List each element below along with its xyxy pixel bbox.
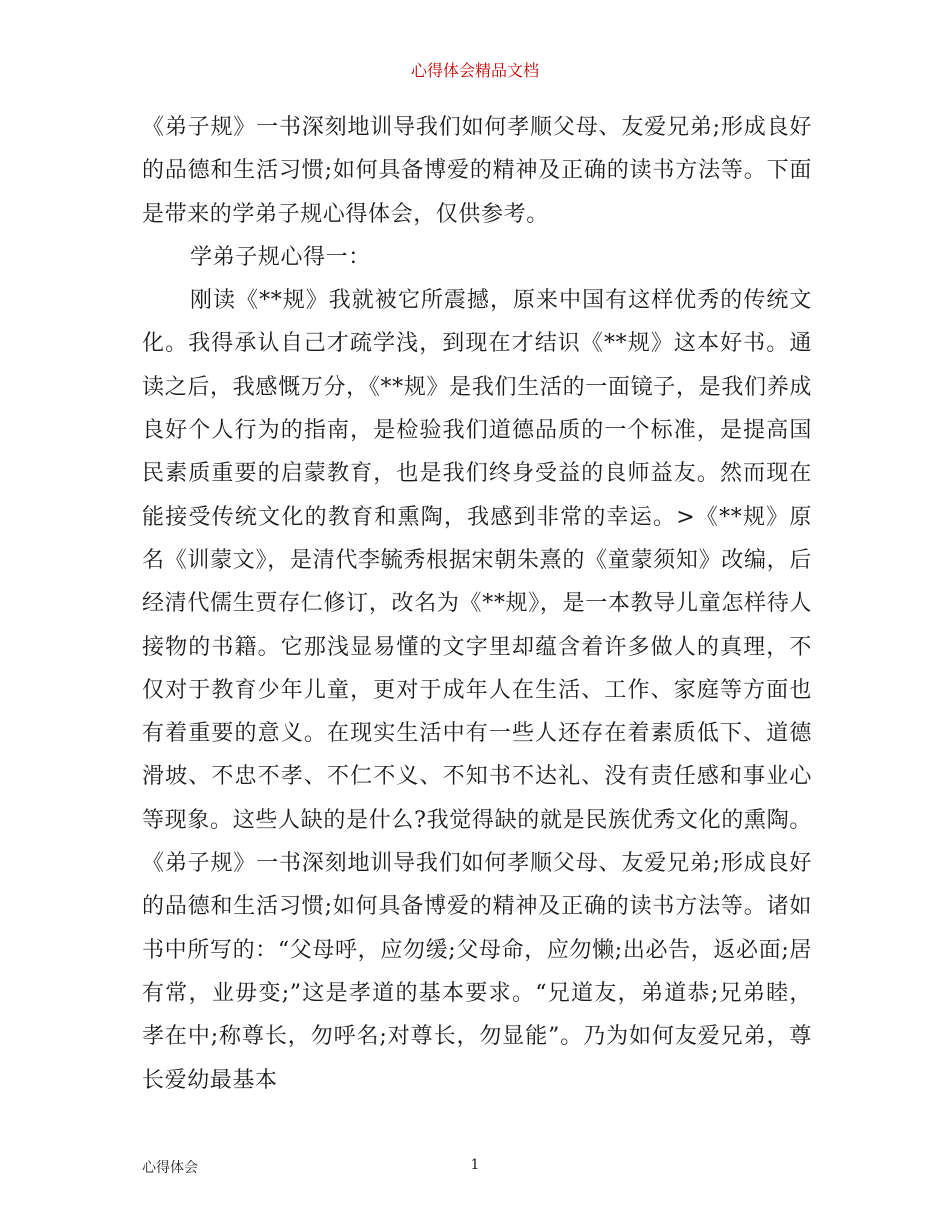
document-body	[142, 106, 812, 1102]
intro-paragraph: 《弟子规》一书深刻地训导我们如何孝顺父母、友爱兄弟;形成良好的品德和生活习惯;如何具备博爱的精神及正确的读书方法等。下面是带来的学弟子规心得体会，仅供参考。	[142, 115, 812, 227]
page-number: 1	[470, 1157, 480, 1173]
section-heading: 学弟子规心得一：	[190, 244, 371, 270]
body-paragraph: 刚读《**规》我就被它所震撼，原来中国有这样优秀的传统文化。我得承认自己才疏学浅，到现在才结识《**规》这本好书。通读之后，我感慨万分，《**规》是我们生活的一面镜子，是我们养成良好个人行为的指南，是检验我们道德品质的一个标准，是提高国民素质重要的启蒙教育，也是我们终身受益的良师益友。然而现在能接受传统文化的教育和熏陶，我感到非常的幸运。>《**规》原名《训蒙文》，是清代李毓秀根据宋朝朱熹的《童蒙须知》改编，后经清代儒生贾存仁修订，改名为《**规》，是一本教导儿童怎样待人接物的书籍。它那浅显易懂的文字里却蕴含着许多做人的真理，不仅对于教育少年儿童，更对于成年人在生活、工作、家庭等方面也有着重要的意义。在现实生活中有一些人还存在着素质低下、道德滑坡、不忠不孝、不仁不义、不知书不达礼、没有责任感和事业心等现象。这些人缺的是什么?我觉得缺的就是民族优秀文化的熏陶。《弟子规》一书深刻地训导我们如何孝顺父母、友爱兄弟;形成良好的品德和生活习惯;如何具备博爱的精神及正确的读书方法等。诸如书中所写的：“父母呼，应勿缓;父母命，应勿懒;出必告，返必面;居有常，业毋变;”这是孝道的基本要求。“兄道友，弟道恭;兄弟睦，孝在中;称尊长，勿呼名;对尊长，勿显能”。乃为如何友爱兄弟，尊长爱幼最基本	[142, 288, 812, 1093]
document-header-title: 心得体会精品文档	[410, 61, 539, 80]
footer-label: 心得体会	[142, 1160, 198, 1176]
